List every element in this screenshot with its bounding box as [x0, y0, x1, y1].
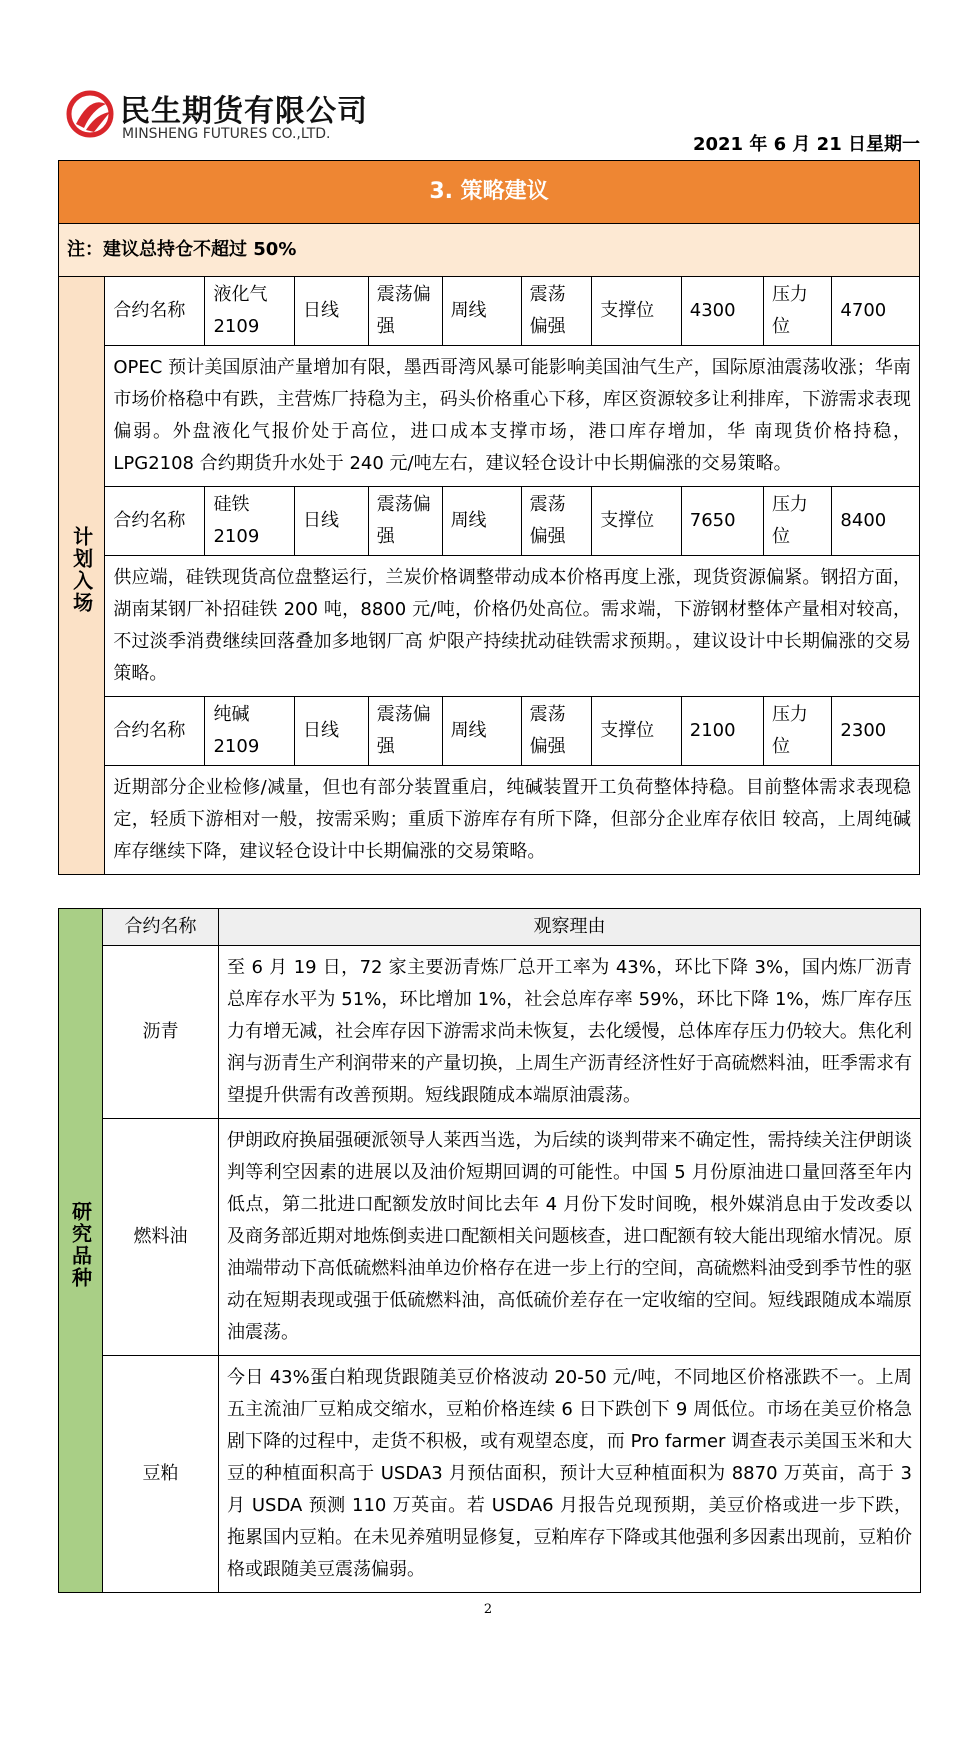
company-name-cn: 民生期货有限公司	[120, 94, 368, 129]
section-title: 3. 策略建议	[59, 161, 920, 224]
variety-reason: 至 6 月 19 日，72 家主要沥青炼厂总开工率为 43%，环比下降 3%，国内炼厂沥青总库存水平为 51%，环比增加 1%，社会总库存率 59%，环比下降 1%，炼厂库存压力有增无减，社会库存因下游需求尚未恢复，去化缓慢，总体库存压力仍较大。焦化利润与沥青生产利润带来的产量切换，上周生产沥青经济性好于高硫燃料油，旺季需求有望提升供需有改善预期。短线跟随成本端原油震荡。	[219, 946, 921, 1119]
position-note: 注：建议总持仓不超过 50%	[59, 224, 920, 277]
strategy-table	[58, 160, 920, 875]
page-header	[60, 80, 920, 160]
side-label-research: 研究品种	[59, 909, 103, 1593]
weekly-label: 周线	[442, 697, 521, 766]
strategy-text: OPEC 预计美国原油产量增加有限，墨西哥湾风暴可能影响美国油气生产，国际原油震荡收涨；华南市场价格稳中有跌，主营炼厂持稳为主，码头价格重心下移，库区资源较多让利排库，下游需求表现偏弱。外盘液化气报价处于高位，进口成本支撑市场，港口库存增加，华 南现货价格持稳，LPG2108 合约期货升水处于 240 元/吨左右，建议轻仓设计中长期偏涨的交易策略。	[105, 346, 920, 487]
report-date: 2021 年 6 月 21 日星期一	[692, 134, 920, 155]
resistance-label: 压力位	[763, 697, 831, 766]
page-number: 2	[483, 1602, 493, 1617]
side-label-entry: 计划入场	[59, 277, 105, 875]
resistance-value: 2300	[832, 697, 920, 766]
weekly-value: 震荡偏强	[521, 487, 592, 556]
weekly-value: 震荡偏强	[521, 697, 592, 766]
variety-reason: 伊朗政府换届强硬派领导人莱西当选，为后续的谈判带来不确定性，需持续关注伊朗谈判等利空因素的进展以及油价短期回调的可能性。中国 5 月份原油进口量回落至年内低点，第二批进口配额发放时间比去年 4 月份下发时间晚，根外媒消息由于发改委以及商务部近期对地炼倒卖进口配额相关问题核查，进口配额有较大能出现缩水情况。原油端带动下高低硫燃料油单边价格存在进一步上行的空间，高硫燃料油受到季节性的驱动在短期表现或强于低硫燃料油，高低硫价差存在一定收缩的空间。短线跟随成本端原油震荡。	[219, 1119, 921, 1356]
support-label: 支撑位	[592, 487, 682, 556]
variety-name: 燃料油	[103, 1119, 219, 1356]
strategy-text: 供应端，硅铁现货高位盘整运行，兰炭价格调整带动成本价格再度上涨，现货资源偏紧。钢招方面，湖南某钢厂补招硅铁 200 吨，8800 元/吨，价格仍处高位。需求端，下游钢材整体产量相对较高，不过淡季消费继续回落叠加多地钢厂高 炉限产持续扰动硅铁需求预期。，建议设计中长期偏涨的交易策略。	[105, 556, 920, 697]
support-value: 4300	[681, 277, 763, 346]
daily-value: 震荡偏强	[368, 487, 442, 556]
support-label: 支撑位	[592, 277, 682, 346]
weekly-label: 周线	[442, 277, 521, 346]
daily-value: 震荡偏强	[368, 697, 442, 766]
resistance-value: 4700	[832, 277, 920, 346]
daily-value: 震荡偏强	[368, 277, 442, 346]
variety-name: 豆粕	[103, 1356, 219, 1593]
contract-value: 纯碱 2109	[205, 697, 295, 766]
contract-label: 合约名称	[105, 487, 205, 556]
daily-label: 日线	[295, 487, 369, 556]
resistance-value: 8400	[832, 487, 920, 556]
variety-name: 沥青	[103, 946, 219, 1119]
column-header-reason: 观察理由	[219, 909, 921, 946]
minsheng-logo-icon	[66, 90, 114, 138]
contract-value: 液化气 2109	[205, 277, 295, 346]
contract-label: 合约名称	[105, 277, 205, 346]
weekly-label: 周线	[442, 487, 521, 556]
resistance-label: 压力位	[763, 487, 831, 556]
support-value: 7650	[681, 487, 763, 556]
daily-label: 日线	[295, 277, 369, 346]
daily-label: 日线	[295, 697, 369, 766]
support-label: 支撑位	[592, 697, 682, 766]
contract-value: 硅铁 2109	[205, 487, 295, 556]
column-header-name: 合约名称	[103, 909, 219, 946]
weekly-value: 震荡偏强	[521, 277, 592, 346]
resistance-label: 压力位	[763, 277, 831, 346]
contract-label: 合约名称	[105, 697, 205, 766]
variety-reason: 今日 43%蛋白粕现货跟随美豆价格波动 20-50 元/吨，不同地区价格涨跌不一。上周五主流油厂豆粕成交缩水，豆粕价格连续 6 日下跌创下 9 周低位。市场在美豆价格急剧下降的过程中，走货不积极，或有观望态度，而 Pro farmer 调查表示美国玉米和大豆的种植面积高于 USDA3 月预估面积，预计大豆种植面积为 8870 万英亩，高于 3 月 USDA 预测 110 万英亩。若 USDA6 月报告兑现预期，美豆价格或进一步下跌，拖累国内豆粕。在未见养殖明显修复，豆粕库存下降或其他强利多因素出现前，豆粕价格或跟随美豆震荡偏弱。	[219, 1356, 921, 1593]
strategy-text: 近期部分企业检修/减量，但也有部分装置重启，纯碱装置开工负荷整体持稳。目前整体需求表现稳定，轻质下游相对一般，按需采购；重质下游库存有所下降，但部分企业库存依旧 较高，上周纯碱库存继续下降，建议轻仓设计中长期偏涨的交易策略。	[105, 766, 920, 875]
company-name-en: MINSHENG FUTURES CO.,LTD.	[122, 126, 331, 142]
support-value: 2100	[681, 697, 763, 766]
research-table	[58, 908, 921, 1593]
